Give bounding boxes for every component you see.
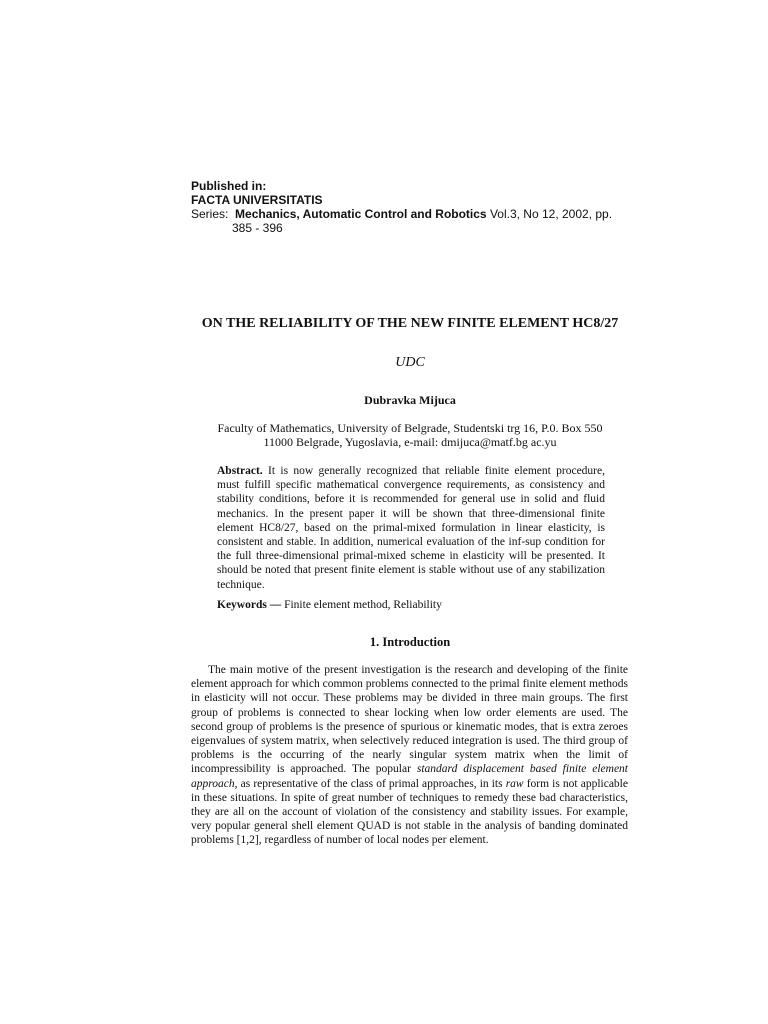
- udc-label: UDC: [395, 355, 425, 370]
- intro-italic-2: raw: [505, 777, 524, 790]
- page-range: 385 - 396: [232, 221, 283, 235]
- intro-text-3: form is not applicable in these situations. In spite of great number of techniques to remedy these bad characteristics, they are all on the account of violation of the consistency and stability issues. For example, very popular general shell element QUAD is not stable in the analysis of banding dominated problems [1,2], regardless of number of local nodes per element.: [191, 777, 628, 847]
- intro-italic-1: standard displacement based finite element approach: [191, 763, 629, 790]
- paper-title: ON THE RELIABILITY OF THE NEW FINITE ELEMENT HC8/27: [201, 316, 619, 331]
- journal-name: FACTA UNIVERSITATIS: [191, 193, 323, 207]
- keywords-text: Finite element method, Reliability: [281, 599, 442, 611]
- intro-text-2: , as representative of the class of primal approaches, in its: [234, 777, 506, 790]
- intro-text-1: The main motive of the present investigation is the research and developing of the finite element approach for which common problems connected to the primal finite element methods in elasticity will not occur. These problems may be divided in three main groups. The first group of problems is connected to shear locking when low order elements are used. The second group of problems is the presence of spurious or kinematic modes, that is extra zeroes eigenvalues of system matrix, when selectively reduced integration is used. The third group of problems is the occurring of the nearly singular system matrix when the limit of incompressibility is approached. The popular: [191, 664, 628, 776]
- keywords: [217, 599, 605, 611]
- abstract-label: Abstract.: [217, 465, 263, 477]
- volume-info: Vol.3, No 12, 2002, pp.: [486, 207, 613, 221]
- affiliation-line-1: Faculty of Mathematics, University of Belgrade, Studentski trg 16, P.0. Box 550: [217, 421, 603, 435]
- affiliation: [150, 421, 670, 449]
- publication-info: [191, 179, 631, 235]
- series-name: Mechanics, Automatic Control and Robotics: [235, 207, 487, 221]
- abstract-text: It is now generally recognized that reliable finite element procedure, must fulfill specific mathematical convergence requirements, as consistency and stability conditions, before it is recommended for general use in solid and fluid mechanics. In the present paper it will be shown that three-dimensional finite element HC8/27, based on the primal-mixed formulation in linear elasticity, is consistent and stable. In addition, numerical evaluation of the inf-sup condition for the full three-dimensional primal-mixed scheme in elasticity will be presented. It should be noted that present finite element is stable without use of any stabilization technique.: [217, 465, 605, 591]
- series-line: [191, 207, 631, 221]
- introduction-paragraph: [191, 663, 628, 848]
- section-heading: 1. Introduction: [369, 635, 451, 649]
- affiliation-line-2: 11000 Belgrade, Yugoslavia, e-mail: dmijuca@matf.bg ac.yu: [263, 435, 557, 449]
- series-label: Series:: [191, 207, 229, 221]
- abstract: [217, 464, 605, 592]
- keywords-label: Keywords —: [217, 599, 282, 611]
- author-name: Dubravka Mijuca: [364, 393, 456, 407]
- published-in-label: Published in:: [191, 179, 267, 193]
